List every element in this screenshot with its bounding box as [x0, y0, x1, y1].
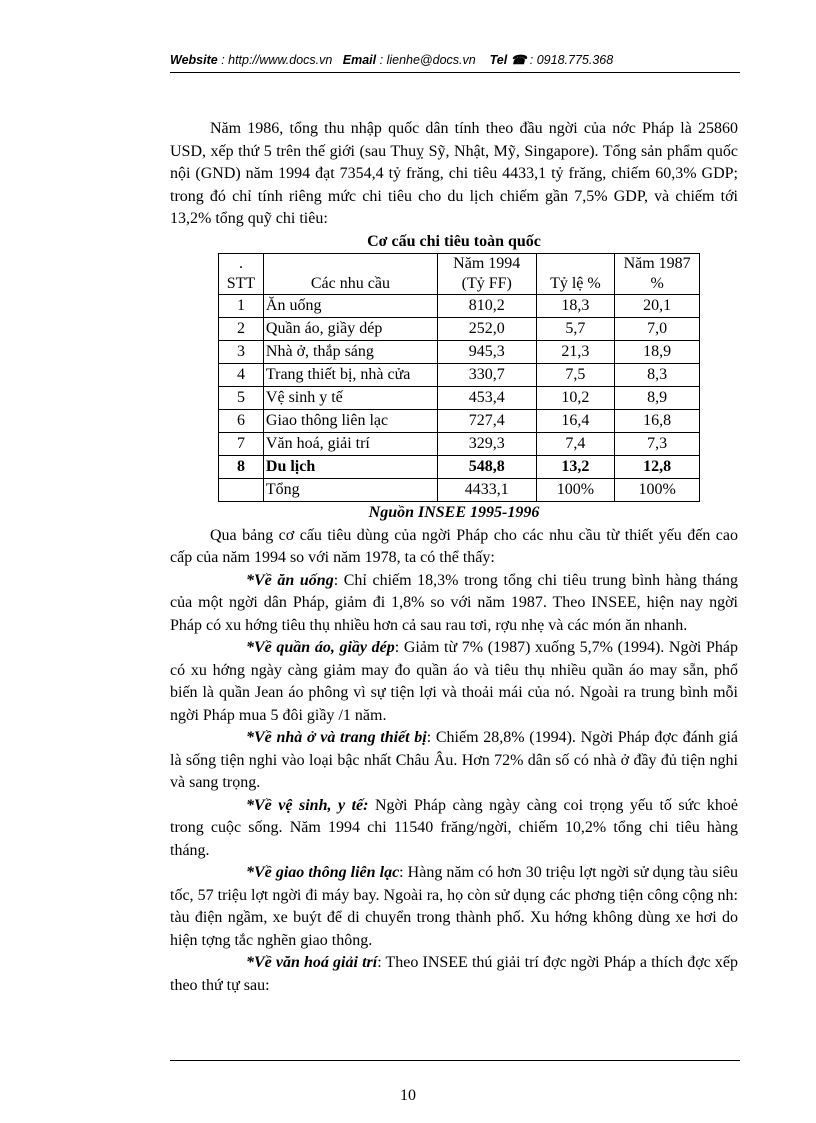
cell-stt: 5	[219, 387, 264, 410]
page-header	[170, 52, 740, 67]
table-caption: Cơ cấu chi tiêu toàn quốc	[367, 232, 541, 250]
cell-need: Du lịch	[263, 456, 437, 479]
table-row	[219, 295, 700, 318]
cell-1987: 20,1	[615, 295, 700, 318]
page-number: 10	[400, 1087, 416, 1104]
body-culture: : Theo INSEE thú giải trí đợc ngời Pháp a thích đợc xếp theo thứ tự sau:	[170, 954, 738, 994]
body-housing: : Chiếm 28,8% (1994). Ngời Pháp đợc đánh giá là sống tiện nghi vào loại bậc nhất Châu Âu. Hơn 72% dân số có nhà ở đầy đủ tiện nghi và sang trọng.	[170, 729, 738, 791]
heading-health: *Về vệ sinh, y tế:	[246, 796, 369, 814]
website-label: Website	[170, 53, 218, 67]
website-value: : http://www.docs.vn	[221, 53, 333, 67]
cell-stt: 6	[219, 410, 264, 433]
table-row	[219, 387, 700, 410]
cell-stt: 4	[219, 364, 264, 387]
table-row	[219, 364, 700, 387]
body-transport: : Hàng năm có hơn 30 triệu lợt ngời sử dụng tàu siêu tốc, 57 triệu lợt ngời đi máy bay. Ngoài ra, họ còn sử dụng các phơng tiện công cộng nh: tàu điện ngầm, xe buýt để di chuyển trong thành phố. Xu hớng không dùng xe hơi do hiện tợng tắc nghẽn giao thông.	[170, 864, 738, 949]
cell-1994: 4433,1	[437, 479, 536, 502]
header-stt	[219, 254, 264, 295]
header-1987	[615, 254, 700, 295]
table-row	[219, 433, 700, 456]
cell-1987: 8,3	[615, 364, 700, 387]
header-1994-line2: (Tỷ FF)	[461, 275, 512, 292]
table-header-row	[219, 254, 700, 295]
header-1987-line2: %	[650, 275, 664, 292]
cell-ratio: 7,5	[536, 364, 615, 387]
table-row-highlight	[219, 456, 700, 479]
cell-need: Tổng	[263, 479, 437, 502]
cell-ratio: 7,4	[536, 433, 615, 456]
intro-paragraph: Năm 1986, tổng thu nhập quốc dân tính theo đầu ngời của nớc Pháp là 25860 USD, xếp thứ 5 trên thế giới (sau Thuỵ Sỹ, Nhật, Mỹ, Singapore). Tổng sản phẩm quốc nội (GND) năm 1994 đạt 7354,4 tỷ frăng, chi tiêu 4433,1 tỷ frăng, chiếm 60,3% GDP; trong đó chỉ tính riêng mức chi tiêu cho du lịch chiếm gần 7,5% GDP, và chiếm tới 13,2% tổng quỹ chi tiêu:	[170, 120, 738, 227]
heading-clothing: *Về quần áo, giầy dép	[246, 639, 395, 656]
heading-housing: *Về nhà ở và trang thiết bị	[246, 729, 427, 746]
email-label: Email	[342, 53, 377, 67]
cell-1987: 7,0	[615, 318, 700, 341]
cell-1994: 548,8	[437, 456, 536, 479]
cell-1987: 100%	[615, 479, 700, 502]
header-divider	[170, 72, 740, 73]
table-row	[219, 341, 700, 364]
cell-1994: 330,7	[437, 364, 536, 387]
cell-1987: 18,9	[615, 341, 700, 364]
heading-transport: *Về giao thông liên lạc	[246, 864, 400, 881]
paragraph-transport	[170, 862, 738, 952]
table-row	[219, 410, 700, 433]
spending-structure-table	[218, 253, 700, 502]
cell-need: Giao thông liên lạc	[263, 410, 437, 433]
header-stt-label: STT	[226, 275, 256, 292]
paragraph-health	[170, 795, 738, 863]
cell-1987: 12,8	[615, 456, 700, 479]
cell-ratio: 10,2	[536, 387, 615, 410]
paragraph-food	[170, 570, 738, 638]
page-content	[170, 118, 738, 997]
paragraph-clothing	[170, 637, 738, 727]
cell-1987: 8,9	[615, 387, 700, 410]
cell-ratio: 16,4	[536, 410, 615, 433]
cell-stt: 7	[219, 433, 264, 456]
header-ratio: Tỷ lệ %	[536, 254, 615, 295]
cell-ratio: 5,7	[536, 318, 615, 341]
cell-1987: 7,3	[615, 433, 700, 456]
heading-culture: *Về văn hoá giải trí	[246, 954, 378, 971]
cell-1994: 727,4	[437, 410, 536, 433]
paragraph-culture	[170, 952, 738, 997]
header-stt-dot: .	[238, 255, 243, 272]
cell-1994: 453,4	[437, 387, 536, 410]
header-needs: Các nhu cầu	[263, 254, 437, 295]
body-food: : Chỉ chiếm 18,3% trong tổng chi tiêu trung bình hàng tháng của một ngời dân Pháp, giảm đi 1,8% so với năm 1987. Theo INSEE, hiện nay ngời Pháp có xu hớng tiêu thụ nhiều hơn cả sau rau tơi, rợu nhẹ và các món ăn nhanh.	[170, 571, 738, 634]
table-total-row	[219, 479, 700, 502]
cell-1994: 252,0	[437, 318, 536, 341]
cell-ratio: 13,2	[536, 456, 615, 479]
email-value: : lienhe@docs.vn	[379, 53, 476, 67]
cell-ratio: 18,3	[536, 295, 615, 318]
cell-need: Quần áo, giầy dép	[263, 318, 437, 341]
paragraph-summary: Qua bảng cơ cấu tiêu dùng của ngời Pháp cho các nhu cầu từ thiết yếu đến cao cấp của năm 1994 so với năm 1978, ta có thể thấy:	[170, 526, 738, 566]
footer-divider	[170, 1060, 740, 1061]
cell-ratio: 21,3	[536, 341, 615, 364]
body-health: Ngời Pháp càng ngày càng coi trọng yếu tố sức khoẻ trong cuộc sống. Năm 1994 chi 11540 frăng/ngời, chiếm 10,2% tổng chi tiêu hàng tháng.	[170, 796, 739, 859]
header-1987-line1: Năm 1987	[623, 255, 691, 272]
cell-stt: 2	[219, 318, 264, 341]
tel-value: : 0918.775.368	[529, 53, 614, 67]
cell-need: Ăn uống	[263, 295, 437, 318]
cell-ratio: 100%	[536, 479, 615, 502]
header-1994	[437, 254, 536, 295]
cell-1994: 810,2	[437, 295, 536, 318]
cell-1994: 945,3	[437, 341, 536, 364]
cell-need: Trang thiết bị, nhà cửa	[263, 364, 437, 387]
body-clothing: : Giảm từ 7% (1987) xuống 5,7% (1994). Ngời Pháp có xu hớng ngày càng giảm may đo quần áo và tiêu thụ nhiều quần áo may sẵn, phổ biến là quần Jean áo phông vì sự tiện lợi và thoải mái của nó. Ngoài ra trung bình mỗi ngời Pháp mua 5 đôi giầy /1 năm.	[170, 639, 739, 724]
cell-need: Nhà ở, thắp sáng	[263, 341, 437, 364]
cell-stt	[219, 479, 264, 502]
cell-stt: 8	[219, 456, 264, 479]
table-row	[219, 318, 700, 341]
table-source: Nguồn INSEE 1995-1996	[368, 504, 540, 521]
cell-need: Văn hoá, giải trí	[263, 433, 437, 456]
cell-need: Vệ sinh y tế	[263, 387, 437, 410]
cell-stt: 3	[219, 341, 264, 364]
heading-food: *Về ăn uống	[246, 571, 334, 589]
cell-stt: 1	[219, 295, 264, 318]
cell-1994: 329,3	[437, 433, 536, 456]
phone-icon: ☎	[510, 53, 527, 67]
header-1994-line1: Năm 1994	[453, 255, 521, 272]
cell-1987: 16,8	[615, 410, 700, 433]
tel-label: Tel	[489, 53, 508, 67]
paragraph-housing	[170, 727, 738, 795]
